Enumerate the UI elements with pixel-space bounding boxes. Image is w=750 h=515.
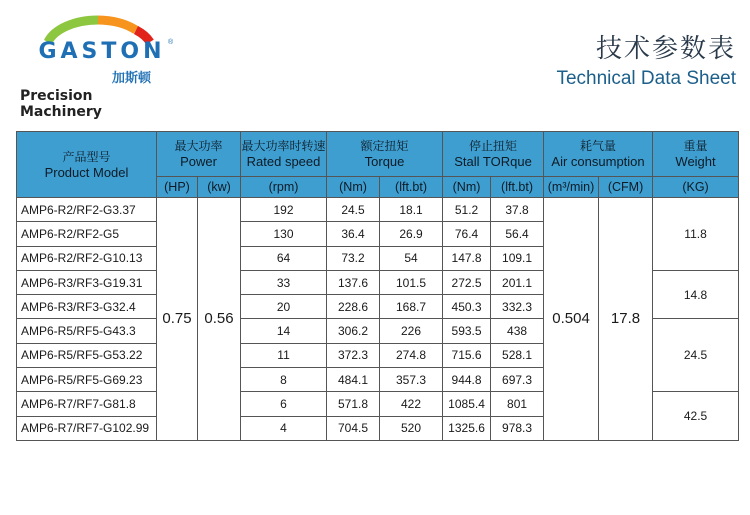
cell-torque-nm: 24.5 bbox=[327, 198, 380, 222]
cell-torque-nm: 73.2 bbox=[327, 246, 380, 270]
cell-air-cfm: 17.8 bbox=[599, 198, 653, 441]
cell-model: AMP6-R3/RF3-G32.4 bbox=[17, 295, 157, 319]
unit-stall-nm: (Nm) bbox=[443, 177, 491, 198]
header-speed-en: Rated speed bbox=[246, 154, 321, 169]
header-stall-cn: 停止扭矩 bbox=[469, 139, 518, 153]
cell-stall-lft: 801 bbox=[491, 392, 544, 416]
cell-stall-lft: 56.4 bbox=[491, 222, 544, 246]
cell-air-m3: 0.504 bbox=[544, 198, 599, 441]
cell-rpm: 192 bbox=[241, 198, 327, 222]
brand-name-cn: 加斯顿 bbox=[112, 70, 152, 85]
cell-model: AMP6-R7/RF7-G81.8 bbox=[17, 392, 157, 416]
cell-weight: 42.5 bbox=[653, 392, 739, 441]
cell-model: AMP6-R5/RF5-G43.3 bbox=[17, 319, 157, 343]
cell-model: AMP6-R7/RF7-G102.99 bbox=[17, 416, 157, 440]
cell-torque-lft: 168.7 bbox=[380, 295, 443, 319]
cell-model: AMP6-R5/RF5-G53.22 bbox=[17, 343, 157, 367]
cell-torque-lft: 357.3 bbox=[380, 368, 443, 392]
cell-torque-nm: 704.5 bbox=[327, 416, 380, 440]
header-model-cn: 产品型号 bbox=[62, 149, 111, 164]
unit-stall-lft: (lft.bt) bbox=[491, 177, 544, 198]
cell-model: AMP6-R2/RF2-G3.37 bbox=[17, 198, 157, 222]
cell-rpm: 20 bbox=[241, 295, 327, 319]
cell-torque-lft: 274.8 bbox=[380, 343, 443, 367]
cell-rpm: 33 bbox=[241, 270, 327, 294]
header-stall-en: Stall TORque bbox=[454, 154, 532, 169]
cell-torque-lft: 26.9 bbox=[380, 222, 443, 246]
cell-torque-lft: 101.5 bbox=[380, 270, 443, 294]
unit-rpm: (rpm) bbox=[241, 177, 327, 198]
unit-torque-nm: (Nm) bbox=[327, 177, 380, 198]
cell-weight: 14.8 bbox=[653, 270, 739, 319]
cell-torque-lft: 18.1 bbox=[380, 198, 443, 222]
cell-stall-nm: 944.8 bbox=[443, 368, 491, 392]
cell-model: AMP6-R2/RF2-G5 bbox=[17, 222, 157, 246]
cell-rpm: 11 bbox=[241, 343, 327, 367]
cell-rpm: 64 bbox=[241, 246, 327, 270]
header-torque-en: Torque bbox=[364, 154, 405, 169]
cell-model: AMP6-R2/RF2-G10.13 bbox=[17, 246, 157, 270]
cell-torque-nm: 372.3 bbox=[327, 343, 380, 367]
unit-torque-lft: (lft.bt) bbox=[380, 177, 443, 198]
header-power-en: Power bbox=[180, 154, 217, 169]
cell-stall-nm: 450.3 bbox=[443, 295, 491, 319]
cell-stall-lft: 201.1 bbox=[491, 270, 544, 294]
header-weight-en: Weight bbox=[675, 154, 716, 169]
table-row bbox=[17, 198, 739, 222]
brand-logo bbox=[18, 12, 178, 120]
unit-air-m3: (m³/min) bbox=[544, 177, 599, 198]
cell-torque-nm: 571.8 bbox=[327, 392, 380, 416]
cell-stall-nm: 76.4 bbox=[443, 222, 491, 246]
unit-weight: (KG) bbox=[653, 177, 739, 198]
cell-torque-nm: 306.2 bbox=[327, 319, 380, 343]
cell-stall-lft: 978.3 bbox=[491, 416, 544, 440]
cell-stall-nm: 1325.6 bbox=[443, 416, 491, 440]
cell-stall-lft: 332.3 bbox=[491, 295, 544, 319]
page-title-cn: 技术参数表 bbox=[595, 33, 736, 63]
cell-power-kw: 0.56 bbox=[198, 198, 241, 441]
header-speed-cn: 最大功率时转速 bbox=[241, 139, 326, 153]
header-model-en: Product Model bbox=[44, 164, 129, 180]
cell-torque-nm: 36.4 bbox=[327, 222, 380, 246]
header-air-en: Air consumption bbox=[551, 154, 645, 169]
registered-mark: ® bbox=[168, 39, 174, 46]
page-title-en: Technical Data Sheet bbox=[556, 68, 736, 89]
cell-weight: 11.8 bbox=[653, 198, 739, 271]
unit-air-cfm: (CFM) bbox=[599, 177, 653, 198]
cell-stall-nm: 593.5 bbox=[443, 319, 491, 343]
header-weight bbox=[653, 132, 739, 177]
cell-weight: 24.5 bbox=[653, 319, 739, 392]
unit-hp: (HP) bbox=[157, 177, 198, 198]
cell-stall-lft: 438 bbox=[491, 319, 544, 343]
cell-rpm: 14 bbox=[241, 319, 327, 343]
cell-torque-lft: 520 bbox=[380, 416, 443, 440]
cell-stall-lft: 528.1 bbox=[491, 343, 544, 367]
header-weight-cn: 重量 bbox=[683, 139, 708, 153]
header-stall-torque bbox=[443, 132, 544, 177]
cell-torque-lft: 422 bbox=[380, 392, 443, 416]
cell-torque-nm: 484.1 bbox=[327, 368, 380, 392]
technical-data-table bbox=[16, 131, 739, 441]
header-torque bbox=[327, 132, 443, 177]
header-power bbox=[157, 132, 241, 177]
header-torque-cn: 额定扭矩 bbox=[360, 139, 409, 153]
cell-model: AMP6-R5/RF5-G69.23 bbox=[17, 368, 157, 392]
cell-rpm: 4 bbox=[241, 416, 327, 440]
cell-torque-nm: 228.6 bbox=[327, 295, 380, 319]
cell-stall-nm: 1085.4 bbox=[443, 392, 491, 416]
cell-stall-nm: 715.6 bbox=[443, 343, 491, 367]
cell-stall-nm: 147.8 bbox=[443, 246, 491, 270]
cell-rpm: 6 bbox=[241, 392, 327, 416]
cell-stall-lft: 109.1 bbox=[491, 246, 544, 270]
header-speed bbox=[241, 132, 327, 177]
cell-rpm: 8 bbox=[241, 368, 327, 392]
cell-stall-lft: 697.3 bbox=[491, 368, 544, 392]
cell-torque-lft: 54 bbox=[380, 246, 443, 270]
header-air-cn: 耗气量 bbox=[580, 139, 617, 153]
unit-kw: (kw) bbox=[198, 177, 241, 198]
header-power-cn: 最大功率 bbox=[174, 139, 223, 153]
cell-torque-nm: 137.6 bbox=[327, 270, 380, 294]
brand-tagline: Precision Machinery bbox=[20, 88, 102, 120]
cell-model: AMP6-R3/RF3-G19.31 bbox=[17, 270, 157, 294]
brand-name: GASTON bbox=[38, 39, 166, 64]
cell-stall-nm: 272.5 bbox=[443, 270, 491, 294]
cell-torque-lft: 226 bbox=[380, 319, 443, 343]
cell-stall-nm: 51.2 bbox=[443, 198, 491, 222]
header-air bbox=[544, 132, 653, 177]
cell-stall-lft: 37.8 bbox=[491, 198, 544, 222]
header-model bbox=[17, 132, 157, 198]
cell-rpm: 130 bbox=[241, 222, 327, 246]
cell-power-hp: 0.75 bbox=[157, 198, 198, 441]
